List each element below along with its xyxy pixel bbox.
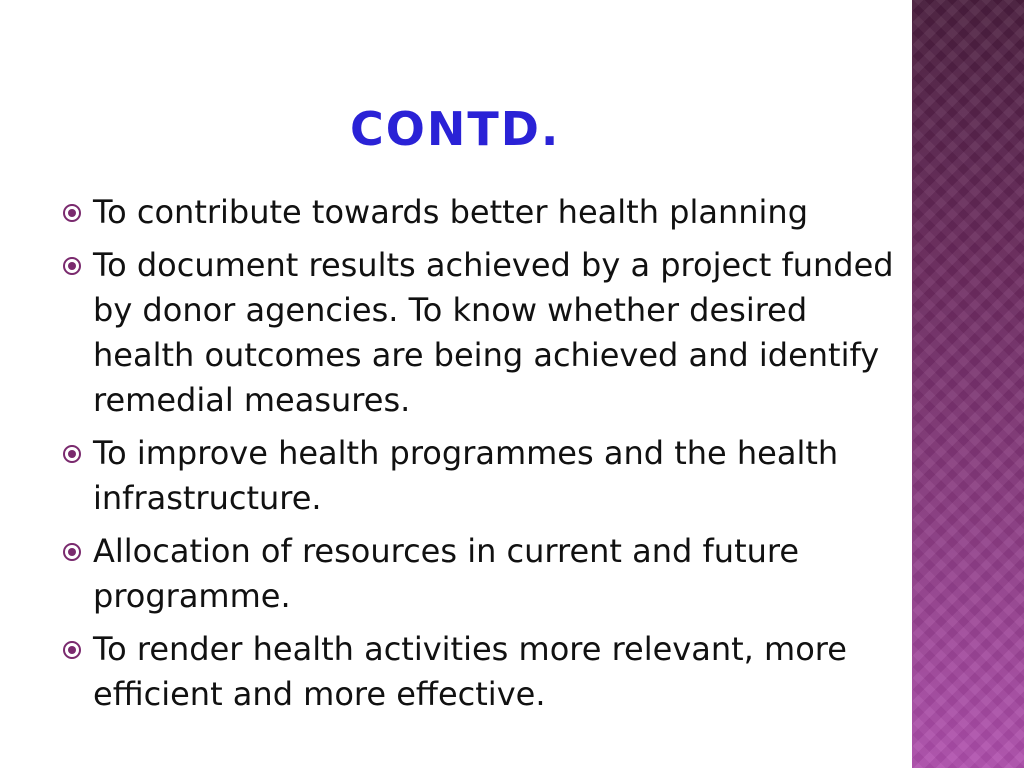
bullet-item — [58, 190, 898, 235]
circled-dot-bullet-icon — [62, 640, 82, 660]
decorative-side-panel — [912, 0, 1024, 768]
bullet-text: To contribute towards better health planning — [93, 193, 808, 231]
circled-dot-bullet-icon — [62, 203, 82, 223]
bullet-list — [58, 190, 898, 725]
bullet-item — [58, 529, 898, 619]
bullet-text: To render health activities more relevant, more efficient and more effective. — [93, 630, 847, 713]
bullet-item — [58, 627, 898, 717]
circled-dot-bullet-icon — [62, 256, 82, 276]
bullet-text: Allocation of resources in current and future programme. — [93, 532, 800, 615]
bullet-text: To document results achieved by a project funded by donor agencies. To know whether desired health outcomes are being achieved and identify remedial measures. — [93, 246, 894, 419]
slide-title: CONTD. — [350, 102, 561, 156]
bullet-item — [58, 243, 898, 423]
circled-dot-bullet-icon — [62, 542, 82, 562]
circled-dot-bullet-icon — [62, 444, 82, 464]
bullet-item — [58, 431, 898, 521]
bullet-text: To improve health programmes and the health infrastructure. — [93, 434, 839, 517]
